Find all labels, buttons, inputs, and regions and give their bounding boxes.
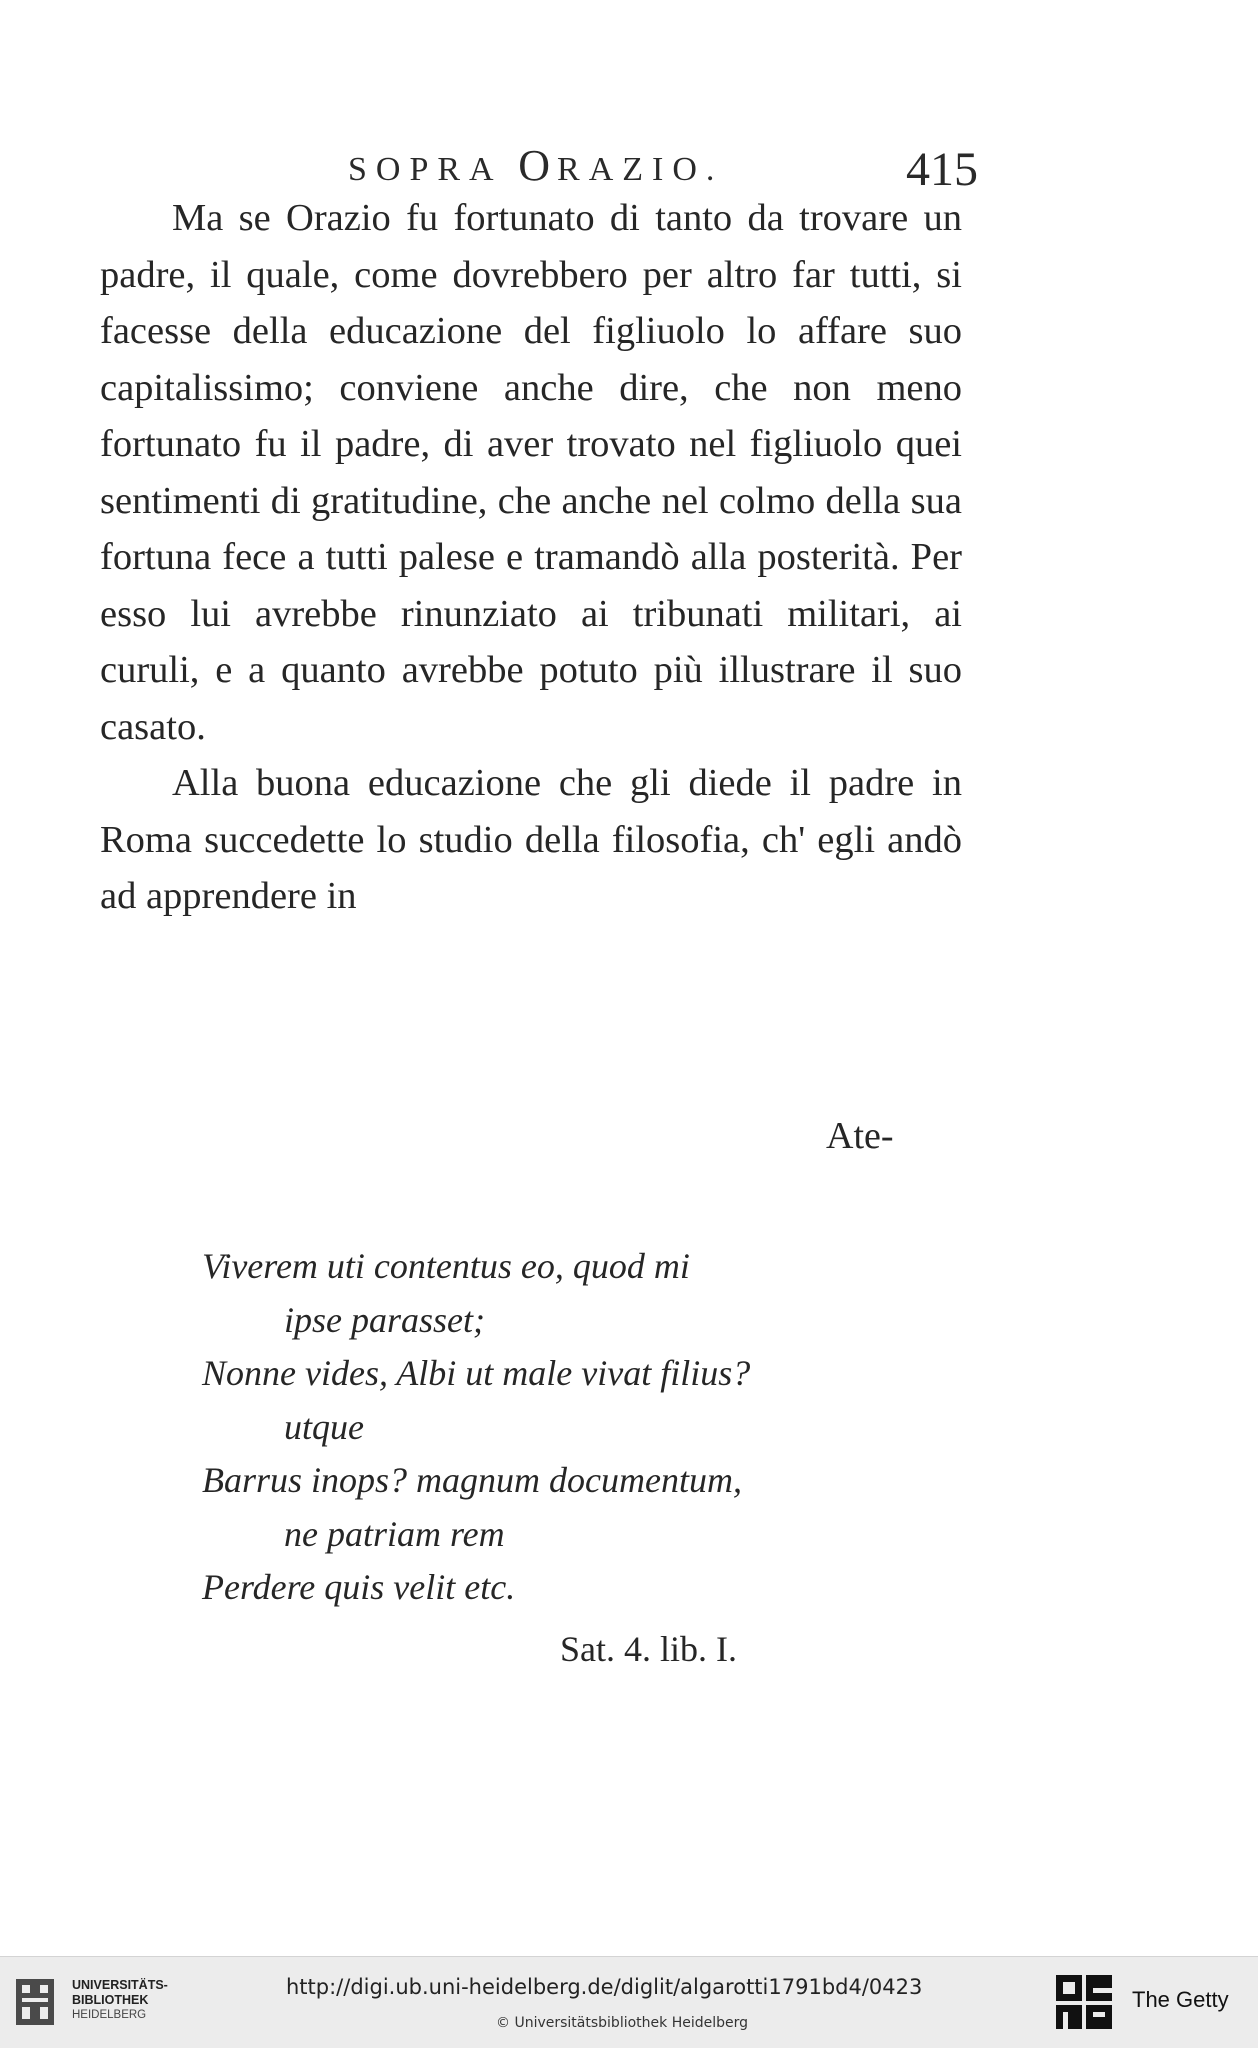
- library-name-line: BIBLIOTHEK: [72, 1993, 149, 2007]
- verse-line: Viverem uti contentus eo, quod mi: [202, 1246, 690, 1286]
- footnote-verse: [202, 1240, 982, 1615]
- library-name[interactable]: [72, 1978, 168, 2023]
- running-title-end: .: [705, 151, 724, 188]
- getty-logo-icon[interactable]: [1054, 1973, 1114, 2031]
- university-library-logo-icon[interactable]: [14, 1977, 56, 2027]
- verse-line: ne patriam rem: [284, 1513, 505, 1554]
- verse-line: utque: [284, 1406, 364, 1447]
- running-title-prefix: SOPRA: [348, 151, 519, 188]
- footnote-citation: Sat. 4. lib. I.: [560, 1629, 737, 1669]
- verse-line: Perdere quis velit etc.: [202, 1567, 516, 1607]
- verse-line: ipse parasset;: [284, 1299, 485, 1340]
- library-name-line: UNIVERSITÄTS-: [72, 1978, 168, 1992]
- verse-line: Nonne vides, Albi ut male vivat filius?: [202, 1353, 751, 1393]
- running-title-cap: O: [518, 141, 558, 190]
- verse-line: Barrus inops? magnum documentum,: [202, 1460, 742, 1500]
- copyright-notice: © Universitätsbibliothek Heidelberg: [496, 2015, 749, 2031]
- viewer-footer: [0, 1956, 1258, 2048]
- paragraph: Alla buona educazione che gli diede il padre in Roma succedette lo studio della filosofia, ch' egli andò ad apprendere in: [100, 762, 962, 917]
- library-name-line: HEIDELBERG: [72, 2009, 147, 2021]
- running-title: [348, 140, 723, 191]
- page-number: 415: [906, 143, 978, 196]
- catchword: Ate-: [826, 1115, 894, 1157]
- running-title-mid: RAZIO: [557, 151, 706, 188]
- paragraph: Ma se Orazio fu fortunato di tanto da trovare un padre, il quale, come dovrebbero per altro far tutti, si facesse della educazione del figliuolo lo affare suo capitalissimo; conviene anche dire, che non meno fortunato fu il padre, di aver trovato nel figliuolo quei sentimenti di gratitudine, che anche nel colmo della sua fortuna fece a tutti palese e tramandò alla posterità. Per esso lui avrebbe rinunziato ai tribunati militari, ai curuli, e a quanto avrebbe potuto più illustrare il suo casato.: [100, 197, 962, 748]
- main-text: [100, 190, 962, 925]
- permalink-url[interactable]: http://digi.ub.uni-heidelberg.de/diglit/algarotti1791bd4/0423: [286, 1975, 923, 1999]
- getty-name[interactable]: The Getty: [1132, 1987, 1229, 2012]
